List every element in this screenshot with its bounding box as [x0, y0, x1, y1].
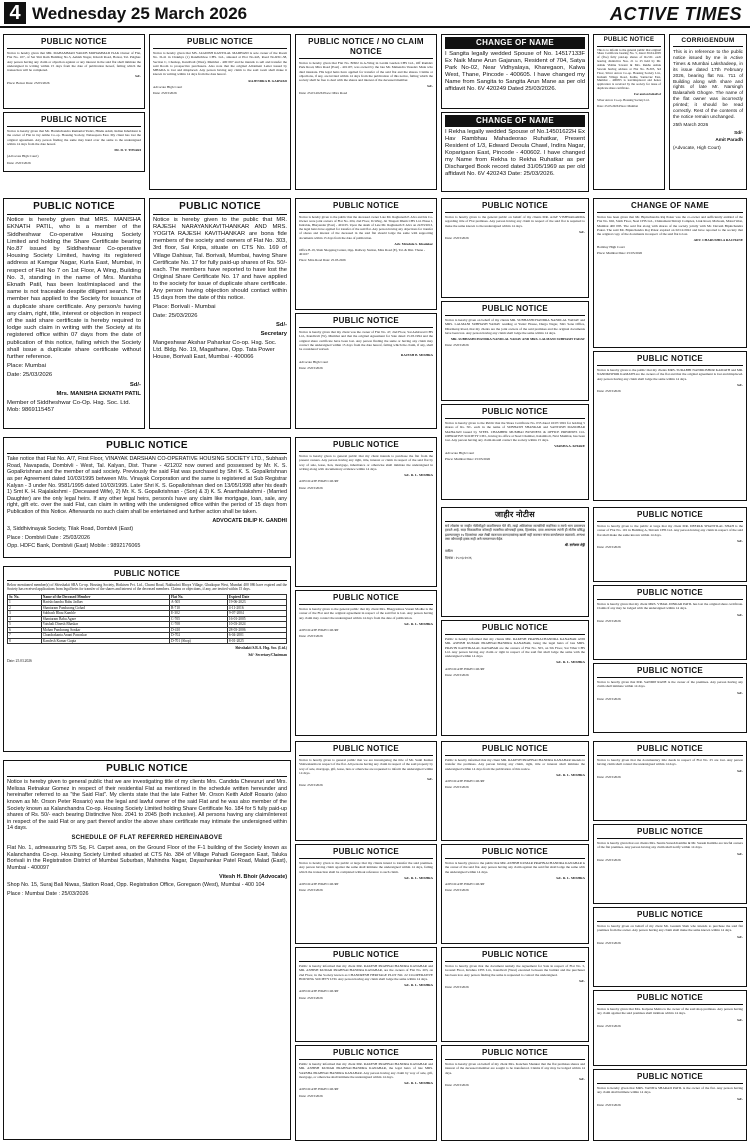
table-cell: 5: [8, 622, 42, 627]
notice-body: Notice is hereby given to general public that we are investigating the title of Mr. Sunil Kumar Vishwakarma in respect of the flat. All persons having any claim in respect of the said property by way of sale, mortgage, gift, lease, lien or otherwise are requested to inform the undersigned within 14 days.: [299, 758, 433, 775]
notice-place: Place : Mumbai Date : 25/03/2026: [7, 890, 89, 897]
notice-sign: Sd/- R. L. MISHRA: [404, 875, 433, 880]
table-header: Sr. No.: [8, 594, 42, 599]
notice-place: Place: Mumbai Date: 25/03/2026: [597, 250, 643, 255]
notice-body: Notice is hereby given that MS. JAGDISH KANTILAL MADHANI is sole owner of the Room No. D-41 in Chakhya (1) Randhchhoo CHS. Ltd., situated at Plot No.443, Road No.RSC-38, Section C, Charkop, Kandivali (West), Mumbai - 400 067 and he intends to sell and transfer the said Room to prospective purchasers. Also note that the original Allotment Letter issued by MHADA is lost and misplaced. Any person having any claim to the said room shall make it known in writing within 14 days from the date hereof.: [153, 51, 287, 77]
notice-sign: Sd/-: [737, 1096, 743, 1101]
notice-sign: Sd/-: [129, 381, 141, 388]
notice-place: Date: 25/03/2026: [597, 940, 621, 945]
notice-5: [441, 34, 589, 109]
schedule-title: SCHEDULE OF FLAT REFERRED HEREINABOVE: [71, 834, 223, 841]
notice-26: [295, 947, 437, 1042]
notice-role: Advocate High Court: [445, 450, 475, 455]
notice-7: [593, 34, 665, 190]
table-cell: E-302: [169, 611, 227, 616]
notice-21: [295, 590, 437, 736]
notice-body: Notice is hereby given on behalf of my client Mrs. Kanchan Shankar that the flat premises shares and interest of the deceased member are sought to be transferred. Claims if any may be lodged within 14 days.: [445, 1062, 585, 1075]
notice-role: Bombay High Court: [597, 244, 625, 249]
notice-14: [3, 566, 291, 752]
notice-body: Notice is hereby given that the documentary title deeds in respect of Flat No. 25 are lost. Any person having claim shall contact the undersigned within 14 days.: [597, 758, 743, 767]
table-cell: Shantaram Babu Agare: [41, 616, 169, 621]
notice-title: PUBLIC NOTICE: [7, 37, 141, 49]
notice-title: PUBLIC NOTICE: [299, 593, 433, 605]
notice-body: Notice is hereby given that MRS. MANISHA EKNATH PATIL, who is a member of the Siddheshwar Co-operative Housing Society Limited and holding the Share Certificate bearing No.87 issued by Siddheshwar Co-operative Housing Society Limited, having its registered address at Kamgar Nagar, Kurla East, Mumbai, in respect of Flat No 7 on 1st Floor, A Wing, Building No. 3, standing in the name of Mrs. Manisha Eknath Patil, has been lost/misplaced and the same is not traceable despite diligent search. The member has applied to the Society for issuance of a duplicate share certificate. Any person/s having any claim, right, title, interest or objection in respect of the said share certificate is hereby required to lodge such claim in writing with the Society at its registered office within 07 days from the date of publication of this notice, failing which the Society shall issue a duplicate share certificate without further reference.: [7, 217, 141, 361]
notice-body: Notice is hereby given to the general public on behalf of my clients MR. AJAY VISHWAKARMA regarding title of Flat premises. Any person having any claim in respect of the said flat is required to make the same known to the undersigned within 14 days.: [445, 215, 585, 228]
notice-sign: For and on behalf of: [634, 91, 661, 96]
notice-body: Notice is hereby given to the public that my clients MRS. SURABHI NANDKISHOR KAMATH and MR. NANDKISHOR KAMATH are the owners of the flat and that the original agreement is lost and misplaced. Any person having any claim shall lodge the same within 14 days.: [597, 368, 743, 381]
notice-place: Date: 25/03/2026: [597, 618, 621, 623]
notice-body: सर्व लोकांस या जाहीर नोटीसीद्वारे कळविण्यात येते की, माझे अशिलांच्या मालकीची सदनिका व त्याचे भाग प्रमाणपत्र हरवले आहे. सदर मिळकतीवर कोणाही व्यक्तीचा कोणताही हक्क, हितसंबंध, दावा असल्यास त्यांनी ही नोटीस प्रसिद्ध झाल्यापासून १४ दिवसांच्या आत लेखी स्वरूपात कागदपत्रांसह खाली सही करणार यांच्या कार्यालयात कळवावे. अन्यथा तसा कोणताही हक्क नाही असे समजण्यात येईल.: [445, 524, 585, 541]
notice-17: [441, 198, 589, 298]
notice-body: Public is hereby informed that my client MR. RAKESH PRAHNACHANDRA KANABAR intends to transfer the premises. Any person having any claim, right, title or interest shall intimate the undersigned within 14 days from the publication of this notice.: [445, 758, 585, 771]
notice-40: [593, 1069, 747, 1141]
notice-body: Notice is hereby given to general public that my client intends to purchase the flat from the present owners. Any person having any right, title, interest or claim in respect of the said flat by way of sale, lease, lien, mortgage, inheritance or otherwise shall intimate the undersigned in writing along with documentary evidence within 14 days.: [299, 454, 433, 471]
table-cell: 19-06-2023: [227, 600, 286, 605]
table-cell: 4-11-2016: [227, 605, 286, 610]
notice-title: PUBLIC NOTICE: [597, 666, 743, 678]
notice-body: Notice is hereby given that my client was the owner of Flat No. 47, 2nd Floor, Sai Ashirwad CHS Ltd., Kandivali (W), Mumbai and that the original Agreement for Sale dated 15.03.1994 and the original share certificate have been lost. Any person finding the same or having any claim may contact the undersigned within 15 days from the date hereof, failing which the claim, if any, shall be considered waived.: [299, 330, 433, 351]
notice-title: PUBLIC NOTICE: [299, 847, 433, 859]
table-cell: C-705: [169, 616, 227, 621]
notice-title: PUBLIC NOTICE: [299, 316, 433, 328]
notice-24: [441, 507, 589, 617]
notice-33: [593, 824, 747, 904]
notice-title: CHANGE OF NAME: [597, 201, 743, 213]
notice-sign: Sd/-: [737, 612, 743, 617]
notice-extra: Opp. HDFC Bank, Dombivli (East) Mobile : 9892176065: [7, 543, 141, 550]
notice-body: Notice is hereby given to the general public that my client Mrs. Bhagyashree Vasant Modhe is the owner of the Flat and the original agreement in respect of the said flat is lost. Any person having any claim may contact the undersigned within 14 days from the date of publication.: [299, 607, 433, 620]
notice-place: Place : Dombivli Date : 25/03/2026: [7, 534, 91, 541]
table-cell: Subhash Bhau Kamble: [41, 611, 169, 616]
notice-body: Notice is hereby given to the public that MR. ASHISH KUMAR PRAHNACHANDRA KANABAR is the owner of the said flat. Any person having any claim against the said flat shall lodge the same with the undersigned within 14 days.: [445, 861, 585, 874]
column-5-row3: [593, 507, 747, 737]
notice-body: Notice is hereby given to general public that we are investigating title of my clients Mrs. Candida Chevururi and Mrs. Melissa Retnakar Gomez in respect of their residential Flat as mentioned in the schedule written hereunder and hereinafter referred to as "the Said Flat". My clients state that the late Father Mr. Orson Keith Adolf Rosario (also known as Mr. Orson Peter Rosario) was the legal and lawful owner of the said Flat and he was also member of the Society known as Kalanchandra Co-op. Housing Society Limited holding Share Certificate No. 184 for 5 fully paid-up shares of Rs. 50/- each bearing Distinctive Nos. 2041 to 2045 (both inclusive). All persons having any claim/interest in respect of the said Flat or any part thereof and/or the above share certificate may intimate the undersigned within 14 days.: [7, 779, 287, 832]
notice-body: Notice is hereby given that Mrs. Kalpana Mehta is the owner of the said shop premises. Any person having any claim against the said premises shall intimate within 14 days.: [597, 1007, 743, 1016]
notice-place: Place: Mumbai: [7, 363, 46, 370]
notice-10: [149, 198, 291, 429]
column-4-bottom: [441, 741, 589, 1144]
table-cell: 2: [8, 605, 42, 610]
notice-role: ADVOCATE HIGH COURT: [299, 882, 339, 886]
table-row: [8, 638, 287, 643]
column-2-top: [149, 34, 291, 194]
notice-title: PUBLIC NOTICE: [445, 950, 585, 962]
notice-body: This is to inform to the general public that original Share Certificate bearing No. 5, dated 30-04-2005 of (five) fully paid-up shares of Rs.50/- each bearing distinctive Nos. 21 to 25 held by Mr. Ashok Vishnu Sawant & Mrs. Rekha Ashok Sawant having address at Flat No. B-305, 3rd Floor, Silver Arrow Co-op. Housing Society Ltd., Kulsum Village Road, Kolhe, Santacruz East, Mumbai - 400055 is lost/misplaced and hence application is received by the society for issue of duplicate share certificate.: [597, 47, 661, 91]
notice-role: 3, Siddhivinayak Society, Tilak Road, Dombivli (East): [7, 526, 134, 533]
notice-12: [295, 313, 437, 429]
notice-9: [3, 198, 145, 429]
table-cell: 10-03-2024: [227, 622, 286, 627]
notice-place: Place: Mira Road Date: 25.03.2026: [299, 257, 346, 262]
notice-sign: Sd/-: [579, 229, 585, 234]
table-cell: 7: [8, 633, 42, 638]
notice-place: Date: 25/03/2026: [597, 389, 621, 393]
notice-title: PUBLIC NOTICE: [7, 115, 141, 127]
notice-title: PUBLIC NOTICE: [445, 201, 585, 213]
notice-body: Notice has been given that Mr. Bipinchandra Raj Pokar was the co-owner and sufficiently entitled of the Flat No. 602, Sixth Floor, Neel CHS Ltd., Chintamani Shivaji Complex, Link Road, Malwani, Malad West, Mumbai 400 095. The said flat along with shares of the society jointly with Mr. Devesh Bipinchandra Pokar. The said Mr. Bipinchandra Raj Pokar expired on 02/12/2022 and have reported to the society that the original copy of the documents in respect of the said flat is lost.: [597, 215, 743, 236]
notice-date: 25th March 2026: [673, 121, 709, 127]
column-3-mid: [295, 198, 437, 433]
notice-role: ADVOCATE HIGH COURT: [445, 779, 485, 783]
notice-place: Date: 25/03/2026: [299, 1093, 323, 1098]
notice-body: Take notice that Flat No. A/7, First Floor, VINAYAK DARSHAN CO-OPERATIVE HOUSING SOCIETY LTD., Subhash Road, Navapada, Dombivli - West, Tal. Kalyan, Dist. Thane - 421202 now owned and possessed by Mr. K. S. Gopalkrishnan and the member of said society. Previously the said Flat was purchased by Shri K. S. Gopalkrishnan as per Agreement dated 10/03/1995 between M/s. Vinayak Corporation and the same is registered at Sub Registrar Kalyan - 3 under No. 9581/1995 dated 10/03/1995. Later Shri K. S. Gopalkrishnan died on 13/05/1998 after his death 1) Smt K. H. Rajalakshmi - (Deceased Wife), 2) Mr. K. S. Gopalkrishnan - (Son) & 3) K. S. Ananthalakshmi - (Married Daughter) are the only legal heirs. If any other legal heirs, person/s have any claim like mortgage, loan, sale, any right, gift etc. over the said Flat, can claim in writing with the undersigned office within the period of 15 days from Publication of this Notice. Afterwards no such claim shall be entertained and further action shall be taken.: [7, 456, 287, 515]
table-cell: C-708: [169, 622, 227, 627]
notice-sign: RAJESH B. MISHRA: [400, 353, 433, 358]
notice-title: PUBLIC NOTICE: [153, 201, 287, 215]
notice-body: Notice is hereby given that MR. MAHAMMAD YAKUB MOHAMMAD ISAK Owner of Flat, Flat No. 107, of Sai Shri Ram Building No.5, Ashish Nagar, Khardi Road, Boisar, Tal. Palghar. Any person having any claim or objection against or any interest in the said flat shall intimate the undersigned in writing within 15 days from the date of publication hereof, failing which the transaction will be completed.: [7, 51, 141, 72]
column-3-bottom: [295, 741, 437, 1144]
notice-body: Notice is hereby given that Mr. Harishchandra Ramanlal Yadav, Hindu Adult, Indian Inhabitant is the owner of Flat in Jay Ambe Co-op. Housing Society, Nalasopara East. My client has lost the original agreement. Any person finding the same may hand over the same to the undersigned within 14 days from the date hereof.: [7, 129, 141, 146]
column-5-mid: [593, 198, 747, 503]
notice-title: PUBLIC NOTICE: [153, 37, 287, 49]
notice-title: PUBLIC NOTICE: [7, 763, 287, 777]
notice-place: Date: 25/03/2026: [597, 774, 621, 779]
notice-title: PUBLIC NOTICE: [7, 201, 141, 215]
notice-body: Notice is hereby given to the Public that the Share Certificate No. 035 dated 16/07/1991 for holding 5 shares of Rs. 50/- each in the name of SUBHASH SHANKAR and SANTOSH MANOHAR MAHAJAN issued by STEEL CHAMBER MUMBAI BUSINESS & OFFICE PREMISES CO-OPERATIVE SOCIETY LTD., having its office at Steel Chamber, Kalamboli, Navi Mumbai, has been lost. Any person having any claim should contact the society within 15 days.: [445, 421, 585, 442]
table-cell: 3: [8, 611, 42, 616]
notice-15: [3, 760, 291, 1140]
notice-place: Date: 25/03/2026: [299, 995, 323, 1000]
notice-sign: Sd/-: [427, 777, 433, 781]
notice-body: Notice is hereby given that Flat No. B/602 in A-Wing in Laxmi Garden CHS Ltd., Off Ramdev Park Road, Mira Road (East) - 401107, was owned by the late Mr. Mahendra Vasudev Mule who died intestate. His legal heirs have applied for transfer of the said flat and the shares. Claims or objections, if any, are invited within 14 days from the publication of this notice, failing which the society shall be free to deal with the shares and interest of the deceased member.: [299, 61, 433, 82]
notice-title: PUBLIC NOTICE: [597, 354, 743, 366]
table-cell: D-701 (Shop): [169, 638, 227, 643]
notice-sign: Sd/-: [737, 934, 743, 939]
notice-place: Date: 25.03.2026: [7, 659, 32, 664]
notice-title: CHANGE OF NAME: [445, 37, 585, 49]
notice-role: (Advocate High Court): [7, 154, 39, 159]
notice-place: Date: 25/03/2026: [445, 1083, 469, 1087]
notice-place: Date: 25/03/2026: [445, 672, 469, 677]
notice-place: Date: 25/03/2026: [299, 485, 323, 490]
notice-sign: RAJENDRA B. GARWAD: [248, 78, 287, 83]
notice-body: Public is hereby informed that my clients MR. RAKESH PRAHNACHANDRA KANABAR AND MR. ASHISH KUMAR PRAHNACHANDRA KANABAR, being the legal heirs of late MRS. PRAVIN KANTIKALAL KANABAR are the owners of Flat No. 503, on 5th Floor, Sai Vihar CHS Ltd. Any person having any claim or right in respect of the said flat shall lodge the same with the undersigned within 14 days.: [445, 637, 585, 658]
notice-11: [295, 198, 437, 310]
notice-title: PUBLIC NOTICE: [597, 993, 743, 1005]
notice-8: [669, 34, 747, 190]
table-cell: 8-01-2025: [227, 638, 286, 643]
notice-16: [295, 741, 437, 841]
column-4-row3: [441, 507, 589, 737]
table-header: Flat No.: [169, 594, 227, 599]
column-4-top: [441, 34, 589, 194]
table-cell: Kamlesh Kumar Gupta: [41, 638, 169, 643]
notice-22: [295, 844, 437, 944]
notice-sign: Vitesh H. Bhoir (Advocate): [219, 873, 287, 880]
notice-body: Notice is hereby given to the public at large that my client MR. DEEPAK SHANTILAL SHAH is the owner of Flat No. 101 in Building A, Shivam CHS Ltd. Any person having any claim in respect of the said flat shall make the same known within 14 days.: [597, 524, 743, 537]
notice-title: PUBLIC NOTICE: [7, 569, 287, 581]
column-5-bottom: [593, 741, 747, 1144]
table-cell: 9-07-2004: [227, 611, 286, 616]
deceased-members-table: [7, 594, 287, 644]
notice-role: ADVOCATE HIGH COURT: [299, 1087, 339, 1092]
notice-title: PUBLIC NOTICE: [445, 847, 585, 859]
table-cell: Vaishali Dinesh Bhaskar: [41, 622, 169, 627]
column-3-row3: [295, 437, 437, 737]
notice-title: PUBLIC NOTICE: [445, 304, 585, 316]
notice-30: [441, 947, 589, 1042]
notice-35: [593, 990, 747, 1066]
notice-body: Below mentioned member(s) of Shivshakti SRA Co-op. Housing Society, Hotkisen Pvt. Ltd., Churni Road, Nakhudoti Bhoya Village, Ghatkopar West, Mumbai 400 086 have expired and the Society has received applications from legal heirs for transfer of the shares and interest of the deceased members. Claims or objections, if any, are invited within 15 days.: [7, 583, 287, 592]
notice-role: वकील: [445, 549, 453, 554]
notice-23: [593, 198, 747, 348]
notice-date: Date: 25/03/2026: [7, 372, 53, 379]
table-cell: B-710: [169, 605, 227, 610]
notice-title: PUBLIC NOTICE: [597, 510, 743, 522]
column-1-top: [3, 34, 145, 194]
notice-sign: MR. SUBHASHCHANDRA NANDLAL YADAV AND MRS. LALMANI SUBHASH YADAV: [450, 337, 585, 341]
notice-title: जाहीर नोटीस: [445, 510, 585, 522]
notice-place: Date: 25/03/2026: [7, 160, 31, 165]
notice-body: This is in reference to the public notice issued by me in Active Times & Mumbai Lakshadeep, in its issue dated 17th February 2026, bearing flat No. 711 of Building along with share and rights of late Mr. Narsingh Balasaheb Ghogre. The name of the flat owner was incorrectly printed; it should be read correctly. Rest of the contents of the notice remain unchanged.: [673, 49, 743, 119]
notice-sign: Sd/-: [737, 851, 743, 856]
notice-sign-name: Mrs. MANISHA EKNATH PATIL: [56, 390, 141, 397]
notice-sign: Sd/-: [276, 322, 287, 329]
notice-title: PUBLIC NOTICE: [597, 588, 743, 600]
notice-role: Amit Paradh: [715, 137, 743, 143]
notice-32: [593, 741, 747, 821]
notice-2: [3, 112, 145, 172]
notice-body: Public is hereby informed that my client MR. RAKESH PRAHNACHANDRA KANABAR and MR. ASHISH KUMAR PRAHNACHANDRA KANABAR, are the owners of Flat No. 203, on 2nd Floor, in the Society known as CHANDRESH HERITAGE PLOT NO. 22 CO-OPERATIVE HOUSING SOCIETY LTD. Any person having any claim shall lodge the same within 14 days.: [299, 964, 433, 981]
notice-place: (Advocate, High Court): [673, 145, 721, 151]
notice-title: PUBLIC NOTICE: [445, 407, 585, 419]
notice-sign: VARSHA A. KHARE: [554, 444, 585, 449]
notice-place: Date: 25.03.2026 Place: Mumbai: [597, 103, 638, 108]
notice-role: ADVOCATE HIGH COURT: [445, 882, 485, 886]
notice-sign: Sd/- R. L. MISHRA: [556, 875, 585, 880]
notice-body: I Sangita legally wedded Spouse of No. 14517133F Ex Naik Mane Arun Gajanan, Resident of 704, Satya Park No-02, Near Vidhyalaya, Kharegaon, Kalwa West, Thane, Pincode - 400605. I have changed my Name from Sangita to Sangita Arun Mane as per old affidavit No. 6V 420249 Dated 25/03/2026.: [445, 50, 585, 92]
notice-20: [295, 437, 437, 587]
notice-19: [441, 404, 589, 500]
notice-date: Date: 25/03/2026: [153, 313, 198, 319]
notice-sign: Sd/- R. L. MISHRA: [556, 660, 585, 665]
notice-title: CORRIGENDUM: [673, 37, 743, 47]
table-cell: 16-01-2005: [227, 616, 286, 621]
notice-place: Date: 25/03/2026: [299, 365, 323, 370]
notice-sign: Sd/-: [579, 1076, 585, 1081]
notice-role: Advocate High Court: [153, 84, 183, 89]
notice-1: [3, 34, 145, 109]
table-cell: 6-04-2001: [227, 633, 286, 638]
notice-title: PUBLIC NOTICE: [445, 744, 585, 756]
notice-title: PUBLIC NOTICE: [299, 744, 433, 756]
column-1-mid: [3, 198, 145, 433]
notice-sign: Sd/- R. L. MISHRA: [556, 772, 585, 777]
notice-place: Date: 25/03/2026: [445, 985, 469, 989]
issue-date: Wednesday 25 March 2026: [32, 4, 248, 23]
notice-place: Date: 25/03/2026: [153, 91, 177, 95]
table-cell: 28-03-2006: [227, 627, 286, 632]
notice-sign: Sd/-: [734, 129, 743, 135]
notice-38: [593, 585, 747, 660]
notice-sign: Adv. Mrudula S. Khadekar: [394, 241, 433, 246]
table-cell: D-410: [169, 627, 227, 632]
notice-sign: Sd/- R. L. MISHRA: [404, 1081, 433, 1085]
schedule-body: Flat No. 1, admeasuring 575 Sq. Ft. Carpet area, on the Ground Floor of the F-1 building of the Society known as Kalanchandra Co-op. Housing Society Limited situated at CTS No. 384 of Village Pahadi Goregaon East, Taluka Borivali in the Registration District of Mumbai Suburban, Mahindra Nagar, Dayashankar Patel Road, Malad (East), Mumbai - 400097: [7, 845, 287, 872]
notice-role: Sd/- Secretary/Chairman: [248, 652, 287, 657]
newspaper-name: ACTIVE TIMES: [609, 4, 742, 24]
notice-role: Shop No. 15, Suraj Bali Niwas, Station Road, Opp. Registration Office, Goregaon (West), Mumbai - 400 104: [7, 882, 265, 889]
notice-place: Place: Boisar Date: 25/03/2026: [7, 80, 50, 85]
notice-role: Advocate High Court: [299, 359, 329, 364]
masthead: [0, 0, 750, 28]
notice-body: I Rekha legally wedded Spouse of No.14501622H Ex Hav Rambhau Mahadeorao Ruhatkar, Present Resident of 1/3, Edward Deoula Chawl, Indira Nagar, Koparigaon East, Pincode - 400602. I have changed my Name from Rekha to Rekha Ruhatkar as per Discharged Book record dated 31/05/1969 as per old affidavit No. 6V 420243 Date: 25/03/2026.: [445, 128, 585, 178]
notice-34: [593, 907, 747, 987]
notice-6: [441, 112, 589, 192]
column-4-mid: [441, 198, 589, 503]
notice-sign: Sd/- R. L. MISHRA: [404, 621, 433, 626]
table-cell: A-505: [169, 600, 227, 605]
notice-place: Date: 25.03.2026 Place: Mira Road: [299, 90, 348, 95]
notice-body: Notice is hereby given to the public at large that my clients intend to transfer the said premises. Any person having claim against the same shall intimate the undersigned within 14 days, failing which the transaction shall be completed without reference to such claim.: [299, 861, 433, 874]
notice-title: PUBLIC NOTICE: [597, 827, 743, 839]
notice-body: Notice is hereby given that our clients Mrs. Sunita Suresh Kamble & Mr. Suresh Kamble are lawful owners of the flat premises. Any person having any claim shall notify within 14 days.: [597, 841, 743, 850]
notice-sign: ADVOCATE DILIP K. GANDHI: [212, 517, 287, 524]
notice-28: [441, 741, 589, 841]
notice-place: दिनांक : २५/०३/२०२६: [445, 555, 472, 560]
table-cell: 4: [8, 616, 42, 621]
column-1-bottom: [3, 760, 291, 1144]
notice-place: Date: 25/03/2026: [597, 1102, 621, 1107]
notice-body: Notice is hereby given that my client MRS. VIMAL DINKAR PATIL has lost the original share certificate. Claims if any may be lodged with the undersigned within 14 days.: [597, 602, 743, 611]
notice-place: Date: 25/03/2026: [597, 696, 621, 701]
notice-sign: Sd/-: [737, 382, 743, 387]
notice-37: [593, 507, 747, 582]
notice-title: PUBLIC NOTICE: [597, 910, 743, 922]
notice-sign: Sd/- R. L. MISHRA: [404, 473, 433, 477]
notice-title: PUBLIC NOTICE: [597, 1072, 743, 1084]
notice-title: PUBLIC NOTICE: [7, 440, 287, 454]
notice-place: Date: 25/03/2026: [597, 545, 621, 549]
notice-title: PUBLIC NOTICE: [445, 623, 585, 635]
table-cell: 1: [8, 600, 42, 605]
notice-sign: Sd/-: [737, 538, 743, 543]
notice-sign: Mr. D. V. TIWARI: [114, 148, 141, 152]
notice-body: Notice is hereby given on behalf of my clients MR. SUBHASHCHANDRA NANDLAL YADAV and MRS. LALMANI SUBHASH YADAV residing at Yadav House, Durga Nagar, Shiv Sena Office, Dharmaraj Road, that my clients are the joint owners of the said premises and the original documents have been lost. Any person having any claim shall lodge the same within 14 days.: [445, 318, 585, 335]
notice-sign: Sd/- R. L. MISHRA: [404, 983, 433, 987]
notice-place: Date: 25/03/2026: [445, 236, 469, 240]
notice-sign: Sd/-: [579, 978, 585, 983]
notice-role: ADVOCATE HIGH COURT: [445, 666, 485, 671]
column-1-row3: [3, 437, 291, 562]
notice-39: [593, 663, 747, 733]
table-cell: Harishchandra Babu Jadhav: [41, 600, 169, 605]
notice-sign: Sd/-: [737, 768, 743, 773]
notice-body: Notice is hereby given that MR. SANDIP RANE is the owner of the premises. Any person having any claim shall intimate within 14 days.: [597, 680, 743, 689]
notice-sign: Sd/-: [737, 1017, 743, 1022]
table-cell: 6: [8, 627, 42, 632]
notice-18: [441, 301, 589, 401]
column-5-top: [593, 34, 665, 194]
notice-27: [295, 1045, 437, 1141]
notice-body: Notice is hereby given that the document namely the Agreement for Sale in respect of Flat No. 5, Ground Floor, Krishna CHS Ltd., Kandivali (West) executed between the builder and the purchaser has been lost. Any person finding the same is requested to contact the undersigned.: [445, 964, 585, 977]
notice-sign: Sd/-: [427, 84, 433, 89]
page-number: 4: [4, 2, 26, 24]
notice-4: [295, 34, 437, 190]
notice-place: Place: Mumbai Date: 25/03/2026: [445, 456, 491, 461]
notice-role: Secretary: [260, 331, 287, 338]
notice-role: Member of Siddheshwar Co-Op. Hsg. Soc. Ltd. Mob: 9869115457: [7, 400, 131, 414]
table-cell: Shantaram Pandurang Gohad: [41, 605, 169, 610]
notice-13: [3, 437, 291, 558]
table-cell: Mohan Pandurang Sonkar: [41, 627, 169, 632]
notice-body: Public is hereby informed that my client MR. RAKESH PRAHNACHANDRA KANABAR and MR. ASHISH KUMAR PRAHNACHANDRA KANABAR, the legal heirs of late MRS. VARSHA PRAHNACHANDRA KANABAR. Any person having any claim by way of sale, gift, mortgage, or otherwise shall intimate the undersigned within 14 days.: [299, 1062, 433, 1079]
table-header: Name of the Deceased Member: [41, 594, 169, 599]
notice-place: Date: 25/03/2026: [445, 343, 469, 348]
notice-title: PUBLIC NOTICE / NO CLAIM NOTICE: [299, 37, 433, 59]
notice-title: PUBLIC NOTICE: [597, 744, 743, 756]
table-cell: D-702: [169, 633, 227, 638]
column-1-row4: [3, 566, 291, 756]
notice-place: Date: 25/03/2026: [299, 888, 323, 893]
notice-sign: ADV. CHARUSHILA RACHANE: [693, 238, 743, 243]
notice-role: ADVOCATE HIGH COURT: [299, 989, 339, 994]
column-3-top: [295, 34, 437, 194]
notice-role: ADVOCATE HIGH COURT: [299, 479, 339, 484]
notice-title: PUBLIC NOTICE: [299, 201, 433, 213]
notice-place: Place: Borivali - Mumbai: [153, 303, 216, 310]
notice-place: Date: 25/03/2026: [299, 634, 323, 639]
notice-29: [441, 844, 589, 944]
notice-body: Notice is hereby given on behalf of my client Mr. Gautam Shah who intends to purchase the said flat premises from the owner. Any person having any claim shall make the same known within 14 days.: [597, 924, 743, 933]
table-cell: 8: [8, 638, 42, 643]
notice-place: Date: 25/03/2026: [597, 857, 621, 862]
notice-title: PUBLIC NOTICE: [445, 1048, 585, 1060]
notice-role: Silver Arrow Co-op. Housing Society Ltd.: [597, 97, 650, 102]
column-6-top: [669, 34, 747, 194]
notice-title: PUBLIC NOTICE: [299, 950, 433, 962]
table-header: Expired Date: [227, 594, 286, 599]
notice-25: [441, 620, 589, 736]
notice-title: PUBLIC NOTICE: [597, 37, 661, 47]
notice-body: Notice is hereby given that MRS. VANITA SHARAD PATIL is the owner of the flat. Any person having any claim shall intimate within 14 days.: [597, 1086, 743, 1095]
notice-title: PUBLIC NOTICE: [299, 1048, 433, 1060]
notice-place: Date: 25/03/2026: [299, 783, 323, 788]
notice-body: Notice is hereby given to the public that the deceased owner Late Mr. Raghunath P. Alva and his Co-Owner were joint owners of Flat No. 204, 2nd Floor, D-Wing, Jai Tirupati Dham CHS Ltd. Phase I, Indralok, Bhayandar (East) - 401105. Upon the death of Late Mr. Raghunath P. Alva on 22/03/2013, the legal heirs have applied for transfer of the said flat. Any person having any objections for transfer of shares and interest of the deceased in the said flat should lodge the same with supporting documents within 15 days from the date of publication.: [299, 215, 433, 240]
table-cell: Chandrakanta Anant Pawaskar: [41, 633, 169, 638]
column-2-mid: [149, 198, 291, 433]
notice-role: Office B-19, Shah Shopping Center, Opp. Railway Station, Mira Road (E), Tal. & Dist. Thane - 401107: [299, 247, 425, 256]
notice-3: [149, 34, 291, 190]
notice-place: Date: 25/03/2026: [597, 1023, 621, 1028]
notice-36: [593, 351, 747, 501]
notice-place: Date: 25/03/2026: [445, 888, 469, 893]
notice-sign: Sd/-: [737, 690, 743, 695]
notice-title: PUBLIC NOTICE: [299, 440, 433, 452]
notice-body: Notice is hereby given to the public that MR. RAJESH NARAYANKAVITHANKAR AND MRS. YOGITA RAJESH KAVITHANKAR are bona fide members of the society and owners of Flat No. 303, 3rd floor, Sai Kripa, situate on CTS No. 169 of Village Dahisar, Tal. Borivali, Mumbai, having Share Certificate No. 17 for fully paid-up shares of Rs. 50/- each. The members have reported to have lost the Original Share Certificate No. 17 and have applied to the society for issue of duplicate share certificate. Any person having objection should contact within 15 days from the date of this notice.: [153, 217, 287, 301]
notice-address: Mangeshwar Akshar Paharkar Co-op. Hsg. Soc. Ltd. Bldg. No. 19, Magathane, Opp. Tata Power House, Borivali East, Mumbai - 400066: [153, 340, 277, 361]
notice-title: CHANGE OF NAME: [445, 115, 585, 127]
notice-31: [441, 1045, 589, 1141]
notice-sign: श्री. ज्ञानेश्वर शेट्टी: [564, 543, 585, 547]
notice-place: Date: 25/03/2026: [445, 785, 469, 790]
notice-role: ADVOCATE HIGH COURT: [299, 628, 339, 632]
notice-sign: Sd/-: [135, 74, 141, 79]
notice-sign: Shivshakti S.R.A. Hsg. Soc. (Ltd.): [235, 646, 287, 651]
